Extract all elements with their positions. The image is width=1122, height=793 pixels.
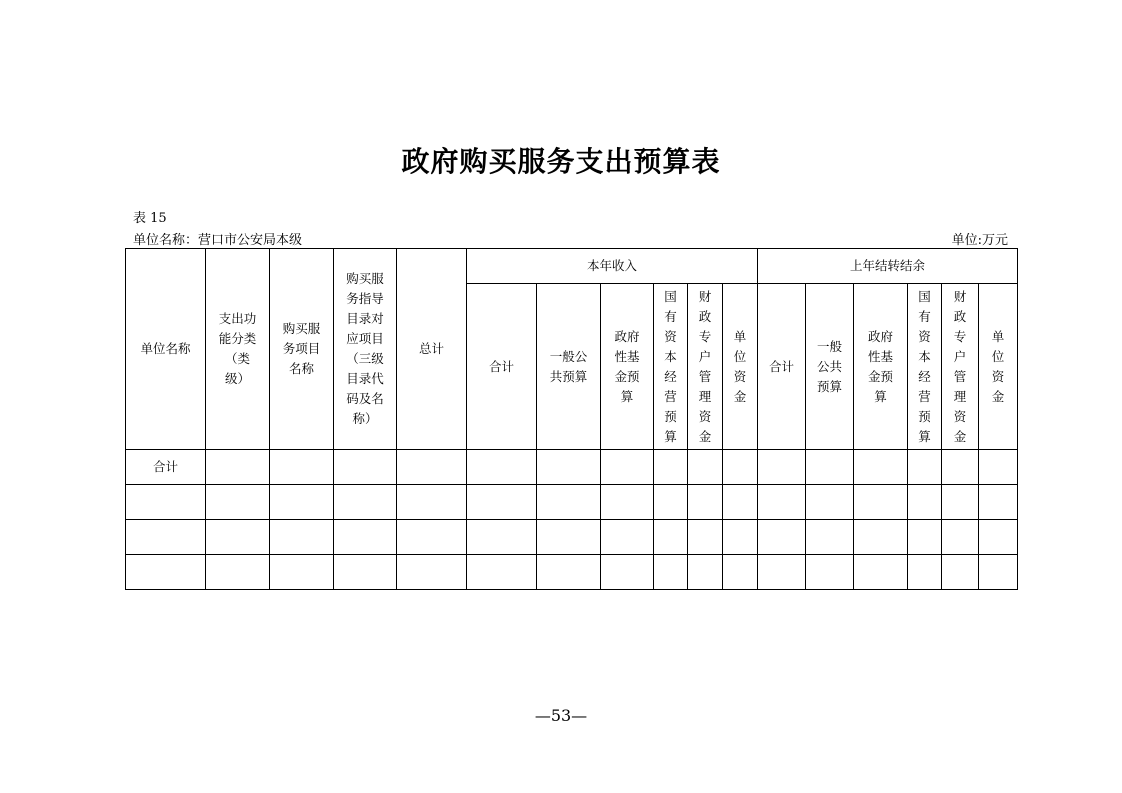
table-cell bbox=[723, 555, 758, 590]
header-prev-subtotal: 合计 bbox=[758, 284, 806, 450]
table-cell bbox=[942, 520, 979, 555]
table-cell bbox=[758, 520, 806, 555]
table-cell bbox=[601, 450, 654, 485]
table-cell bbox=[334, 520, 397, 555]
unit-name-label: 单位名称：营口市公安局本级 bbox=[133, 233, 303, 248]
header-cur-fiscal-special: 财政专户管理资金 bbox=[688, 284, 723, 450]
table-cell bbox=[688, 555, 723, 590]
table-cell bbox=[270, 450, 334, 485]
table-cell bbox=[334, 485, 397, 520]
table-cell bbox=[126, 555, 206, 590]
table-cell bbox=[654, 520, 688, 555]
header-cur-general: 一般公共预算 bbox=[537, 284, 601, 450]
table-cell bbox=[537, 555, 601, 590]
table-cell bbox=[688, 485, 723, 520]
table-cell bbox=[334, 450, 397, 485]
table-cell bbox=[601, 555, 654, 590]
table-cell bbox=[979, 520, 1018, 555]
table-cell bbox=[688, 520, 723, 555]
table-cell bbox=[206, 520, 270, 555]
table-cell bbox=[723, 450, 758, 485]
table-cell bbox=[688, 450, 723, 485]
header-cur-unit-fund: 单位资金 bbox=[723, 284, 758, 450]
table-cell bbox=[854, 555, 908, 590]
table-cell bbox=[654, 555, 688, 590]
table-cell bbox=[908, 450, 942, 485]
table-cell bbox=[942, 555, 979, 590]
table-cell bbox=[537, 520, 601, 555]
table-cell bbox=[908, 520, 942, 555]
table-cell bbox=[270, 485, 334, 520]
header-guide-item: 购买服务指导目录对应项目（三级目录代码及名称） bbox=[334, 249, 397, 450]
table-cell: 合计 bbox=[126, 450, 206, 485]
table-cell bbox=[270, 520, 334, 555]
header-prev-general: 一般公共预算 bbox=[806, 284, 854, 450]
header-carryover: 上年结转结余 bbox=[758, 249, 1018, 284]
table-cell bbox=[723, 520, 758, 555]
header-cur-subtotal: 合计 bbox=[467, 284, 537, 450]
table-cell bbox=[206, 450, 270, 485]
table-cell bbox=[758, 555, 806, 590]
table-cell bbox=[334, 555, 397, 590]
table-cell bbox=[806, 485, 854, 520]
table-cell bbox=[942, 485, 979, 520]
table-cell bbox=[806, 520, 854, 555]
table-cell bbox=[654, 485, 688, 520]
table-cell bbox=[537, 485, 601, 520]
table-cell bbox=[467, 485, 537, 520]
table-cell bbox=[758, 485, 806, 520]
table-cell bbox=[723, 485, 758, 520]
table-cell bbox=[126, 485, 206, 520]
table-cell bbox=[126, 520, 206, 555]
table-cell bbox=[270, 555, 334, 590]
table-cell bbox=[758, 450, 806, 485]
table-row bbox=[126, 485, 1018, 520]
header-prev-state-capital: 国有资本经营预算 bbox=[908, 284, 942, 450]
header-prev-gov-fund: 政府性基金预算 bbox=[854, 284, 908, 450]
table-cell bbox=[854, 520, 908, 555]
table-cell bbox=[908, 555, 942, 590]
table-cell bbox=[908, 485, 942, 520]
table-cell bbox=[806, 555, 854, 590]
table-cell bbox=[467, 450, 537, 485]
header-current-year: 本年收入 bbox=[467, 249, 758, 284]
table-cell bbox=[806, 450, 854, 485]
table-number: 表 15 bbox=[133, 211, 167, 226]
header-unit-name: 单位名称 bbox=[126, 249, 206, 450]
table-cell bbox=[601, 485, 654, 520]
header-prev-fiscal-special: 财政专户管理资金 bbox=[942, 284, 979, 450]
table-cell bbox=[537, 450, 601, 485]
header-service-name: 购买服务项目名称 bbox=[270, 249, 334, 450]
table-cell bbox=[397, 520, 467, 555]
header-cur-gov-fund: 政府性基金预算 bbox=[601, 284, 654, 450]
table-cell bbox=[654, 450, 688, 485]
budget-table bbox=[125, 248, 1018, 590]
table-row bbox=[126, 555, 1018, 590]
table-cell bbox=[854, 485, 908, 520]
table-cell bbox=[397, 450, 467, 485]
table-cell bbox=[979, 485, 1018, 520]
table-body bbox=[126, 450, 1018, 590]
header-total: 总计 bbox=[397, 249, 467, 450]
table-cell bbox=[467, 555, 537, 590]
table-cell bbox=[467, 520, 537, 555]
page-title: 政府购买服务支出预算表 bbox=[401, 145, 721, 178]
table-cell bbox=[206, 555, 270, 590]
header-row-1 bbox=[126, 249, 1018, 284]
table-cell bbox=[942, 450, 979, 485]
header-func-class: 支出功能分类（类级） bbox=[206, 249, 270, 450]
header-cur-state-capital: 国有资本经营预算 bbox=[654, 284, 688, 450]
header-prev-unit-fund: 单位资金 bbox=[979, 284, 1018, 450]
table-cell bbox=[397, 555, 467, 590]
total-row bbox=[126, 450, 1018, 485]
table-cell bbox=[206, 485, 270, 520]
table-cell bbox=[397, 485, 467, 520]
table-cell bbox=[979, 450, 1018, 485]
table-cell bbox=[601, 520, 654, 555]
currency-unit-label: 单位:万元 bbox=[951, 233, 1008, 248]
page-number: —53— bbox=[534, 706, 588, 725]
table-row bbox=[126, 520, 1018, 555]
table-cell bbox=[854, 450, 908, 485]
table-cell bbox=[979, 555, 1018, 590]
